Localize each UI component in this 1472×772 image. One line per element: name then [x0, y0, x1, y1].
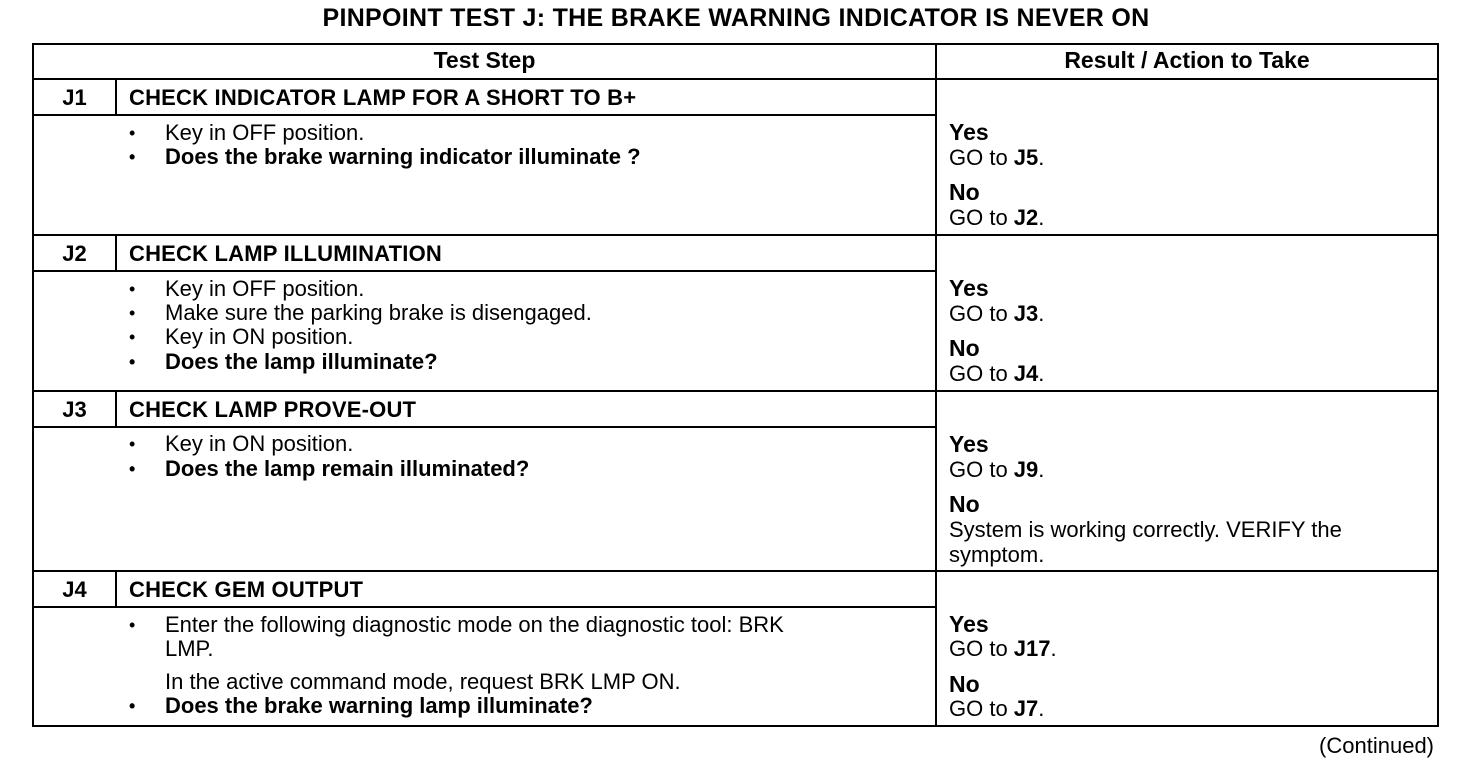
j2-end-rule: [32, 390, 1439, 392]
header-rule: [32, 78, 1439, 80]
j3-end-rule: [32, 570, 1439, 572]
bullet-icon: •: [129, 615, 136, 635]
j3-title-rule: [32, 426, 936, 428]
column-divider-step-id-j1: [115, 79, 117, 116]
j3-bullet-1: • Key in ON position.: [129, 431, 354, 456]
j2-bullet-2: • Make sure the parking brake is disengaged.: [129, 300, 592, 325]
column-divider-step-id-j2: [115, 235, 117, 272]
step-id-j1: J1: [62, 85, 87, 110]
step-id-j3: J3: [62, 397, 87, 422]
j4-bullet-1: • Enter the following diagnostic mode on the diagnostic tool: BRK LMP.: [129, 612, 784, 661]
bullet-icon: •: [129, 303, 136, 323]
j2-title-rule: [32, 270, 936, 272]
header-result-action: Result / Action to Take: [1064, 47, 1310, 73]
j1-end-rule: [32, 234, 1439, 236]
j4-no-label: No: [949, 671, 980, 697]
bullet-icon: •: [129, 352, 136, 372]
j2-bullet-3: • Key in ON position.: [129, 324, 354, 349]
j4-yes-label: Yes: [949, 611, 989, 637]
j1-bullet-2: • Does the brake warning indicator illuminate ?: [129, 144, 641, 169]
step-id-j4: J4: [62, 577, 87, 602]
column-divider-step-id-j4: [115, 571, 117, 608]
j2-yes-action: GO to J3.: [949, 301, 1045, 326]
page-title: PINPOINT TEST J: THE BRAKE WARNING INDICATOR IS NEVER ON: [322, 4, 1150, 32]
j2-no-action: GO to J4.: [949, 361, 1045, 386]
column-divider-step-id-j3: [115, 391, 117, 428]
step-title-j1: CHECK INDICATOR LAMP FOR A SHORT TO B+: [129, 85, 637, 110]
bullet-icon: •: [129, 459, 136, 479]
column-divider-result: [935, 43, 937, 727]
step-title-j4: CHECK GEM OUTPUT: [129, 577, 364, 602]
j3-yes-label: Yes: [949, 431, 989, 457]
j1-title-rule: [32, 114, 936, 116]
j4-no-action: GO to J7.: [949, 696, 1045, 721]
j2-no-label: No: [949, 335, 980, 361]
j1-yes-action: GO to J5.: [949, 145, 1045, 170]
j1-yes-label: Yes: [949, 119, 989, 145]
j2-bullet-1: • Key in OFF position.: [129, 276, 365, 301]
j2-bullet-4: • Does the lamp illuminate?: [129, 349, 438, 374]
bullet-icon: •: [129, 147, 136, 167]
continued-note: (Continued): [1319, 733, 1434, 758]
bullet-icon: •: [129, 434, 136, 454]
bullet-icon: •: [129, 327, 136, 347]
step-title-j2: CHECK LAMP ILLUMINATION: [129, 241, 442, 266]
j3-bullet-2: • Does the lamp remain illuminated?: [129, 456, 530, 481]
j1-no-label: No: [949, 179, 980, 205]
bullet-icon: •: [129, 696, 136, 716]
bullet-icon: •: [129, 279, 136, 299]
j1-bullet-1: • Key in OFF position.: [129, 120, 365, 145]
j2-yes-label: Yes: [949, 275, 989, 301]
j4-bullet-2: • Does the brake warning lamp illuminate?: [129, 693, 593, 718]
j3-no-action-line1: System is working correctly. VERIFY the: [949, 517, 1342, 542]
j1-no-action: GO to J2.: [949, 205, 1045, 230]
j3-no-action-line2: symptom.: [949, 542, 1045, 567]
j3-no-label: No: [949, 491, 980, 517]
j4-yes-action: GO to J17.: [949, 636, 1057, 661]
header-test-step: Test Step: [433, 47, 536, 73]
step-id-j2: J2: [62, 241, 87, 266]
step-title-j3: CHECK LAMP PROVE-OUT: [129, 397, 417, 422]
bullet-icon: •: [129, 123, 136, 143]
j4-title-rule: [32, 606, 936, 608]
j4-plain-line: In the active command mode, request BRK LMP ON.: [165, 669, 681, 694]
j3-yes-action: GO to J9.: [949, 457, 1045, 482]
